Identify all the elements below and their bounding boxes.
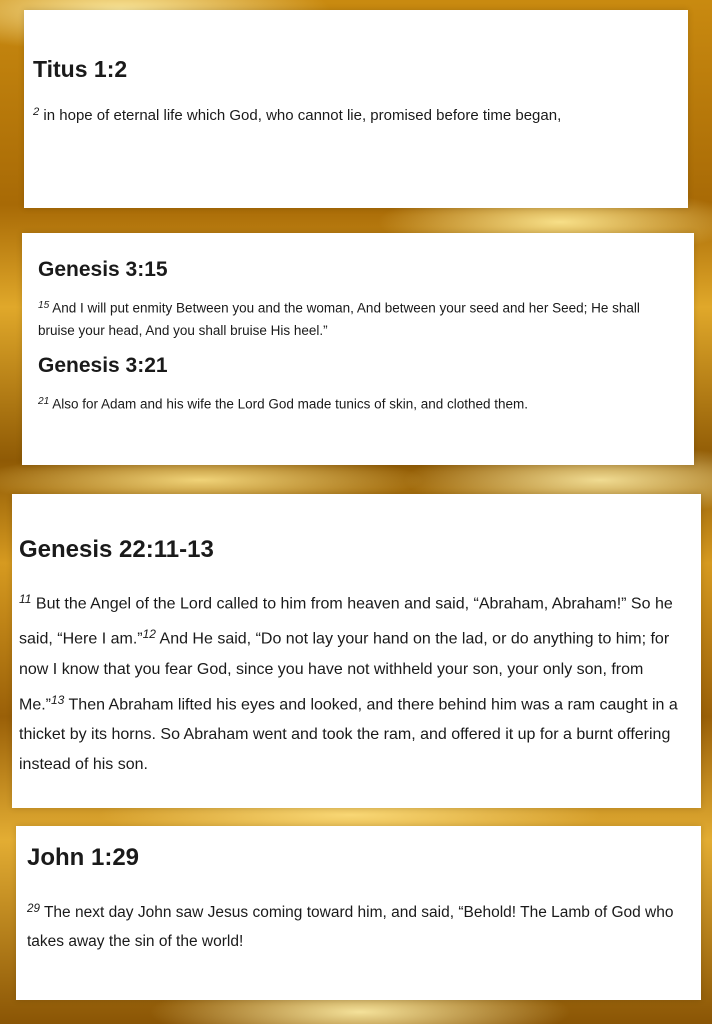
verse-number: 11 xyxy=(19,592,32,606)
passage-reference: Genesis 3:21 xyxy=(38,353,168,377)
verse-body: Also for Adam and his wife the Lord God made tunics of skin, and clothed them. xyxy=(49,396,529,412)
verse-card-genesis-22 xyxy=(12,494,701,808)
verse-card-genesis-3 xyxy=(22,233,694,465)
verse-card-john xyxy=(16,826,701,1000)
verse-number: 13 xyxy=(51,692,65,707)
passage-reference: Genesis 3:15 xyxy=(38,258,168,281)
verse-body: The next day John saw Jesus coming toward him, and said, “Behold! The Lamb of God who takes away the sin of the world! xyxy=(27,904,674,951)
verse-body: Then Abraham lifted his eyes and looked, and there behind him was a ram caught in a thicket by its horns. So Abraham went and took the ram, and offered it up for a burnt offering instead of his son. xyxy=(19,696,678,774)
verse-text xyxy=(33,101,678,127)
verse-body: in hope of eternal life which God, who cannot lie, promised before time began, xyxy=(39,107,562,125)
verse-text xyxy=(27,894,683,956)
passage-reference: Genesis 22:11-13 xyxy=(19,536,214,563)
verse-number: 12 xyxy=(142,627,156,642)
verse-number: 15 xyxy=(38,300,50,311)
verse-body: And I will put enmity Between you and the woman, And between your seed and her Seed; He shall bruise your head, And you shall bruise His heel.” xyxy=(38,300,640,338)
verse-body: And He said, “Do not lay your hand on the lad, or do anything to him; for now I know that you fear God, since you have not withheld your son, your only son, from Me.” xyxy=(19,630,670,714)
passage-reference: Titus 1:2 xyxy=(33,56,128,82)
verse-body: But the Angel of the Lord called to him from heaven and said, “Abraham, Abraham!” So he said, “Here I am.” xyxy=(19,595,673,648)
verse-text xyxy=(38,391,676,416)
verse-text xyxy=(38,295,676,342)
verse-text xyxy=(19,584,687,780)
verse-card-titus xyxy=(24,10,688,208)
verse-number: 2 xyxy=(33,106,40,118)
verse-number: 21 xyxy=(38,395,50,407)
verse-number: 29 xyxy=(27,902,40,915)
passage-reference: John 1:29 xyxy=(27,844,140,871)
